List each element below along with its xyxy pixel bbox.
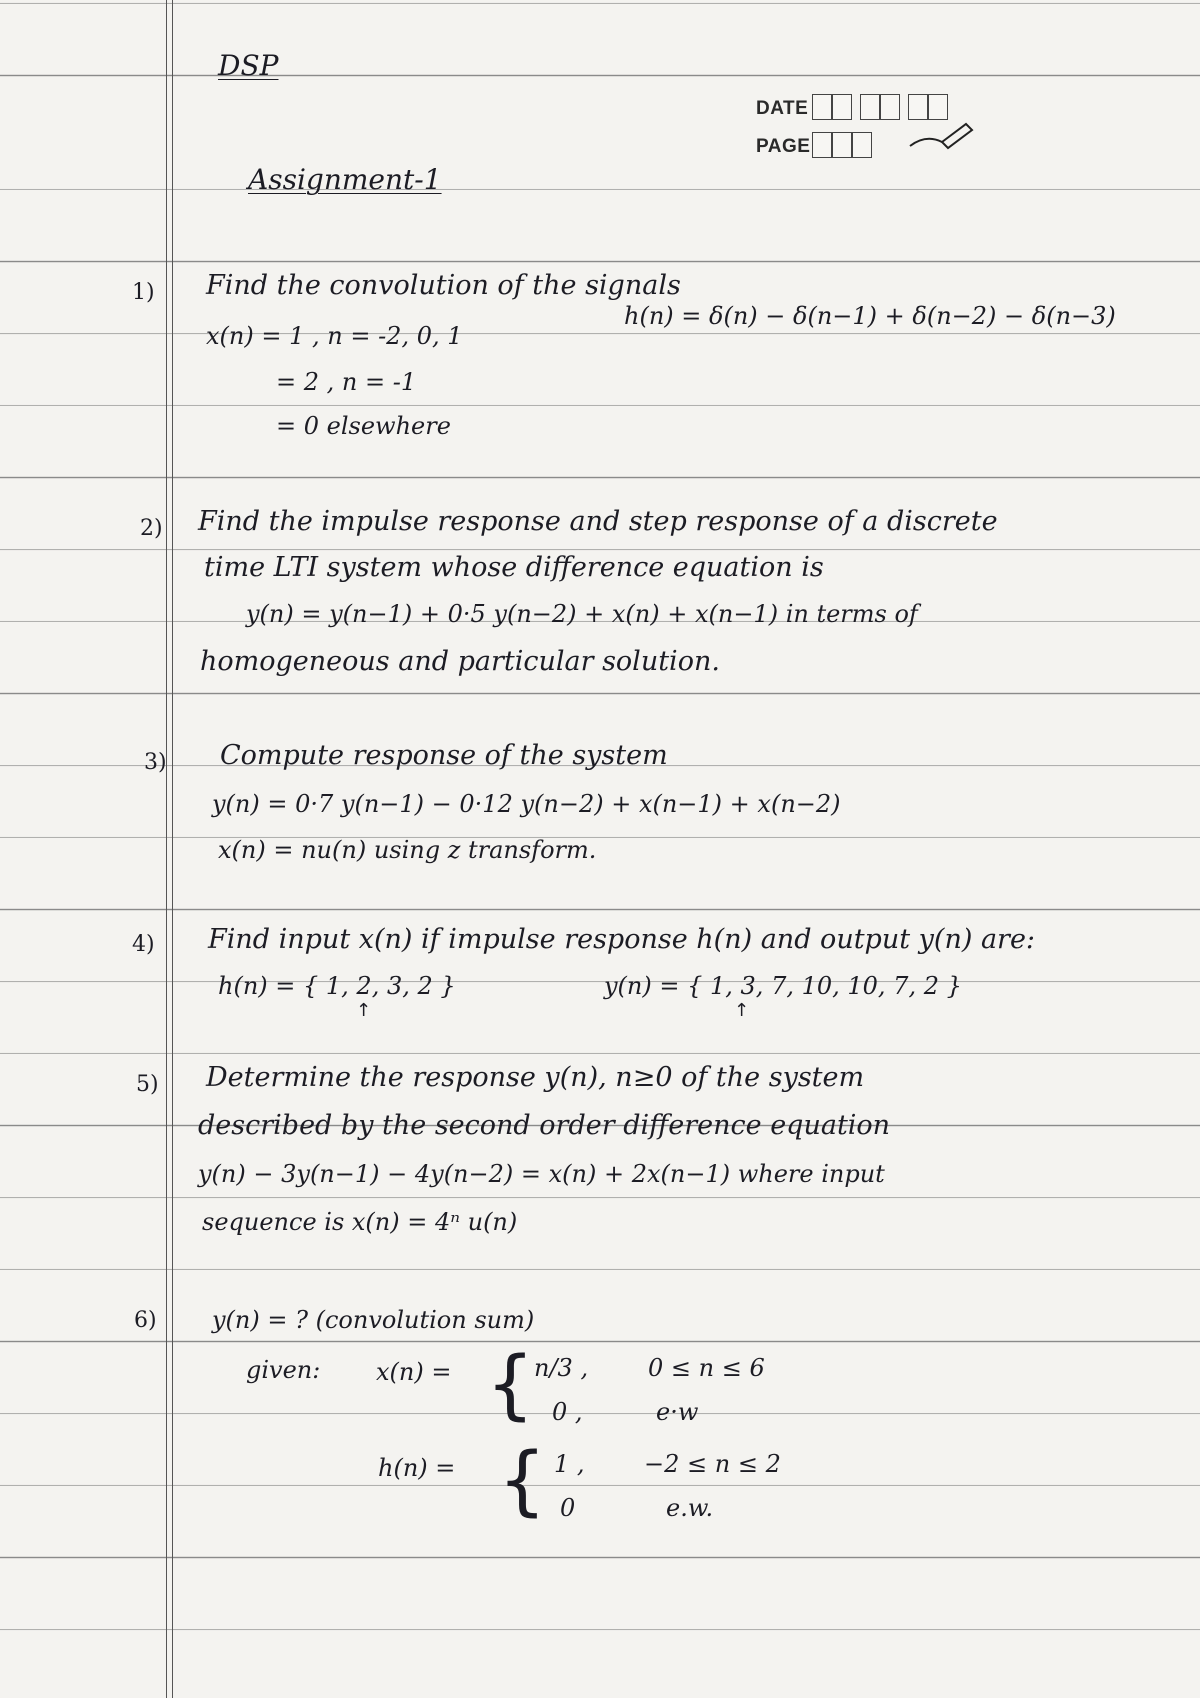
case-value: 0 bbox=[560, 1494, 576, 1522]
case-condition: e·w bbox=[656, 1398, 699, 1426]
equation-line: x(n) = bbox=[376, 1358, 452, 1386]
case-condition: e.w. bbox=[666, 1494, 714, 1522]
equation-line: = 0 elsewhere bbox=[276, 412, 451, 440]
date-box bbox=[860, 94, 880, 120]
question-number: 1) bbox=[132, 280, 155, 305]
question-text: time LTI system whose difference equation is bbox=[204, 552, 824, 583]
equation-line: y(n) = y(n−1) + 0·5 y(n−2) + x(n) + x(n−1) in terms of bbox=[246, 600, 918, 628]
case-value: 1 , bbox=[554, 1450, 585, 1478]
page-label: PAGE bbox=[756, 136, 811, 157]
equation-line: h(n) = δ(n) − δ(n−1) + δ(n−2) − δ(n−3) bbox=[624, 302, 1116, 330]
case-value: 0 , bbox=[552, 1398, 583, 1426]
equation-line: = 2 , n = -1 bbox=[276, 368, 417, 396]
subject-title: DSP bbox=[218, 49, 279, 82]
date-box bbox=[880, 94, 900, 120]
equation-line: y(n) = ? (convolution sum) bbox=[212, 1306, 535, 1334]
equation-line: y(n) = { 1, 3, 7, 10, 10, 7, 2 } bbox=[604, 972, 962, 1000]
left-brace: { bbox=[498, 1435, 547, 1524]
date-box bbox=[812, 94, 832, 120]
case-condition: −2 ≤ n ≤ 2 bbox=[644, 1450, 781, 1478]
case-condition: 0 ≤ n ≤ 6 bbox=[648, 1354, 765, 1382]
question-text: homogeneous and particular solution. bbox=[200, 646, 720, 677]
question-number: 6) bbox=[134, 1308, 157, 1333]
question-text: Find the impulse response and step response of a discrete bbox=[198, 506, 998, 537]
question-number: 2) bbox=[140, 516, 163, 541]
page-box bbox=[812, 132, 832, 158]
equation-line: x(n) = 1 , n = -2, 0, 1 bbox=[206, 322, 463, 350]
pen-doodle-icon bbox=[906, 116, 976, 156]
left-brace: { bbox=[486, 1339, 535, 1428]
given-label: given: bbox=[246, 1356, 321, 1384]
up-arrow-icon: ↑ bbox=[356, 1000, 372, 1021]
equation-line: y(n) − 3y(n−1) − 4y(n−2) = x(n) + 2x(n−1) where input bbox=[198, 1160, 885, 1188]
page-box bbox=[852, 132, 872, 158]
equation-line: y(n) = 0·7 y(n−1) − 0·12 y(n−2) + x(n−1) + x(n−2) bbox=[212, 790, 841, 818]
question-text: Find the convolution of the signals bbox=[206, 270, 681, 301]
question-text: Find input x(n) if impulse response h(n) and output y(n) are: bbox=[208, 924, 1036, 955]
equation-line: x(n) = nu(n) using z transform. bbox=[218, 836, 597, 864]
margin-line bbox=[166, 0, 167, 1698]
question-text: Determine the response y(n), n≥0 of the system bbox=[206, 1062, 865, 1093]
case-value: n/3 , bbox=[534, 1354, 589, 1382]
page-box bbox=[832, 132, 852, 158]
assignment-title: Assignment-1 bbox=[248, 163, 442, 196]
question-text: described by the second order difference equation bbox=[198, 1110, 891, 1141]
equation-line: h(n) = bbox=[378, 1454, 456, 1482]
question-number: 3) bbox=[144, 750, 167, 775]
margin-line bbox=[172, 0, 173, 1698]
date-box bbox=[832, 94, 852, 120]
question-number: 4) bbox=[132, 932, 155, 957]
question-number: 5) bbox=[136, 1072, 159, 1097]
up-arrow-icon: ↑ bbox=[734, 1000, 750, 1021]
equation-line: sequence is x(n) = 4ⁿ u(n) bbox=[202, 1208, 518, 1236]
date-label: DATE bbox=[756, 98, 809, 119]
equation-line: h(n) = { 1, 2, 3, 2 } bbox=[218, 972, 456, 1000]
question-text: Compute response of the system bbox=[220, 740, 668, 771]
